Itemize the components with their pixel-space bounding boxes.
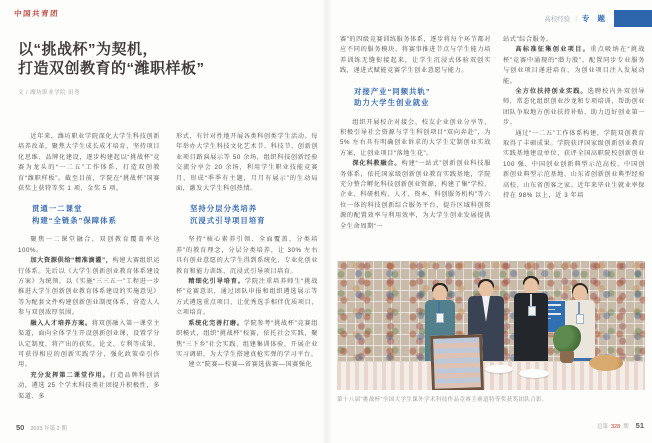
issue-prefix: 总第 (596, 424, 608, 430)
lanyard-badge (576, 314, 584, 324)
paragraph: 深化科教融合。构建“一站式”创新创业科技服务体系，依托国家级创新创业教育实践基地，学院充分整合孵化科技创新创业资源，构建了集“学校、企业、科研机构、人才、资本、科创服务机构”等六位一体的科技创新综合服务平台，提升区域科创资源的配置效率与利用效率，为大学生创业发展提供全生命周期“一 (340, 160, 491, 230)
section-heading-2: 坚持分层分类培养 沉浸式引导项目培育 (190, 204, 266, 225)
paragraph: 全方位扶持创业实践。选聘校内外双创导师，常态化组织创业沙龙和专项培训，帮助创业团队争取地方创业扶持补贴，助力迈好创业第一步。 (503, 88, 645, 127)
article-byline: 文 / 潍坊职业学院 田秀 (18, 90, 81, 96)
left-page-footer (16, 423, 67, 432)
right-page-header (544, 13, 608, 24)
person-head (479, 281, 493, 297)
paragraph: 坚持“核心素养引领、全面覆盖、分类培养”的教育理念，分层分类培养，让 30% 左右具有创业意愿的大学生得到系统化、专业化创业教育和能力训练，沉浸式引导项目培育。 (176, 236, 318, 275)
article-photo (337, 261, 645, 390)
photo-bread (589, 355, 623, 371)
left-page-number: 50 (16, 423, 25, 432)
lanyard-strap (530, 294, 532, 306)
section-heading-1: 贯通一二课堂 构建“全链条”保障体系 (32, 204, 117, 225)
right-page-number: 51 (635, 421, 644, 430)
magazine-logo: 中国共青团 (13, 9, 60, 18)
text-column-3 (340, 35, 491, 253)
person-head (524, 278, 538, 294)
paragraph: 赛”的四级竞赛训练服务体系，逐步将每个环节都对应不同的服务模块，将赛事推进节点与学生能力培养训练无缝衔接起来，让学生沉浸式体验双创实践，递进式赋能竞赛学生创业意愿与能力。 (340, 36, 491, 75)
paragraph: 系统化完善打磨。学院参考“挑战杯”竞赛组织模式，组织“挑战杯”校赛，依托社会实践，聚焦“三下乡”社会实践，组建集训体验，开展企业实习调研，为大学生搭建真枪实弹的学习平台。 (176, 319, 318, 358)
issue-number: 328 (610, 424, 621, 430)
header-blue-flag (614, 10, 652, 27)
lanyard-strap (578, 302, 580, 314)
paragraph: 站式”综合服务。 (503, 36, 553, 43)
paragraph: 形式，有针对性地开展各类科创类学生活动。每年举办大学生科技文化艺术节、科技节、创新创业项目路演展示等 50 余场，组织科技创新经验交流分享会 20 余场，利用学生职业技能竞赛月，形成“季季有主题，月月有展示”的生动局面，激发大学生科创热情。 (176, 133, 318, 193)
article-title-line2: 打造双创教育的“潍职样板” (18, 60, 205, 77)
paragraph: 精细化引导培育。学院注重培养师生“挑战杯”竞赛意识，通过团队申报和组织遴选展示等方式遴选重点项目，让优秀选手相伴优质项目，立项培育。 (176, 278, 318, 317)
photo-plate (519, 369, 549, 378)
article-title-line1: 以“挑战杯”为契机， (18, 41, 159, 58)
paragraph: 组织开展校企对接会、校友企业创业分享等，积极引导社会资源与学生科创项目“双向奔赴”，为 5% 左右具有明确创业诉求的大学生定制创业实战方案，让创业项目“落地生花”。 (340, 118, 491, 157)
lanyard-badge (528, 306, 536, 316)
header-section-label: 高校经验 (544, 16, 571, 23)
plant-pot (560, 351, 574, 363)
right-page-footer (597, 421, 644, 430)
paragraph: 加大资源供给“精准滴灌”，构建大赛组织运行体系。先后以《大学生创新创业教育体系建设方案》为统领，以《实施“三三五一”工程进一步推进大学生创新创业教育体系建设的实施意见》等为配套文件构建创新创业制度体系，营造人人参与双创浓厚氛围。 (18, 257, 160, 317)
text-column-4 (503, 35, 645, 253)
photo-caption: 第十八届“挑战杯”全国大学生课外学术科技作品竞赛主赛道特等奖获奖团队合影。 (337, 397, 548, 403)
person-head (573, 285, 587, 301)
photo-plate (485, 365, 513, 373)
section-heading-3: 对接产业“同频共轨” 助力大学生创业就业 (354, 86, 431, 108)
paragraph: 近年来，潍坊职业学院深化大学生科技创新培养改革，聚焦大学生成长成才培育，坚持项目化思维、品牌化建设，逐步构建起以“挑战杯”竞赛为龙头的“一二五”工作体系，打造双创教育“潍职样板”。截至目前，学院在“挑战杯”国赛获奖上获特等奖 1 项、金奖 5 项。 (18, 133, 160, 193)
lanyard-badge (436, 313, 444, 323)
person-head (433, 285, 447, 301)
header-divider: | (575, 15, 577, 22)
paragraph: 充分发挥第二课堂作用。打造品牌科创活动，遴选 25 个学术科技类社团提升积极性，多渠道、多 (18, 371, 160, 400)
paragraph: 融入人才培养方案。将双创融入第一课堂主渠道，面向全体学生开设创新创业课，设置学分认定制度，将产出的获奖、论文、专利等成果，可获得相应的创新实践学分，强化政策牵引作用。 (18, 319, 160, 369)
paragraph: 通过“一二五”工作体系构建，学院双创教育取得了丰硕成果。学院获评国家级创新创业教育实践基地建设单位，获评全国高职院校创新创业 100 强、中国创业创新典型示范高校、中国创新创业典型示范基地、山东省创新创业典型经验高校、山东省创客之家。近年来毕业生就业率保持在 98% 以上，近 3 年培 (503, 129, 645, 200)
paragraph: 高标准征集创业项目。重点吸纳在“挑战杯”竞赛中涌现的“潜力股”，配置同步专业服务与创业项目递进培育，为创业项目注入发展动能。 (503, 46, 645, 85)
header-topic-label: 专 题 (581, 14, 608, 23)
paragraph: 聚焦一二课堂融合，双创教育覆盖率达 100%。 (18, 236, 160, 254)
plant-leaves (553, 325, 581, 353)
paragraph: 建立“院赛—校赛—省赛选拔赛—国赛强化 (188, 361, 313, 369)
issue-unit: 期 (623, 424, 629, 430)
article-title (18, 40, 318, 78)
page-gutter (322, 0, 332, 443)
photo-plant (551, 325, 583, 365)
text-column-2 (176, 132, 318, 412)
photo-collage-frame (430, 334, 484, 390)
issue-label: 2023 年第 2 期 (30, 426, 67, 432)
text-column-1 (18, 132, 160, 412)
